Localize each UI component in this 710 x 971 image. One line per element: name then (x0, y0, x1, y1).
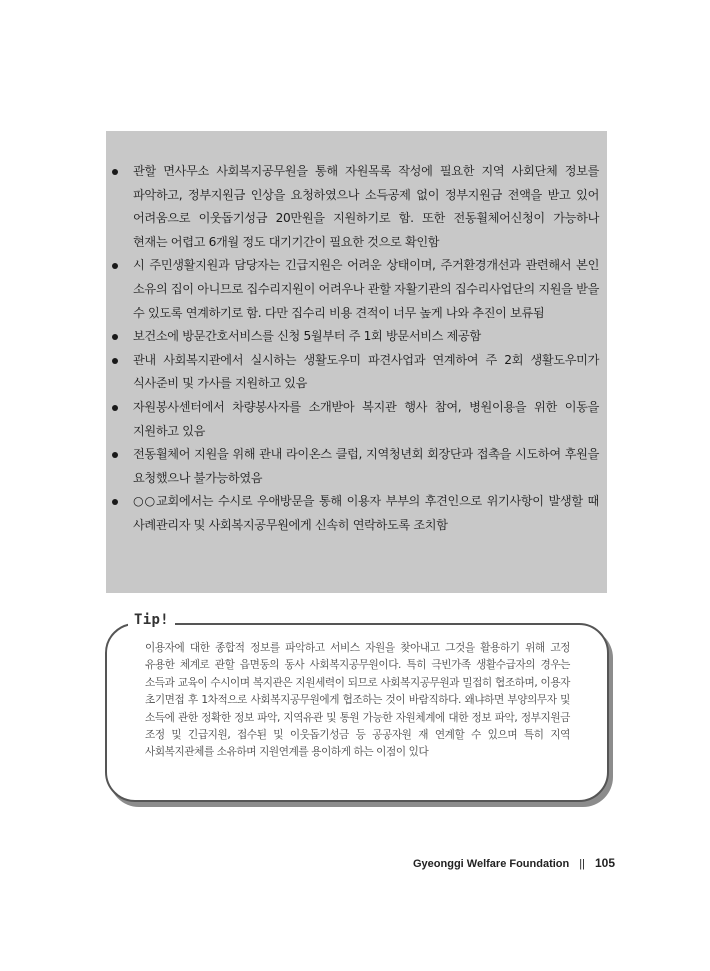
bullet-item (106, 443, 607, 490)
bullet-dot-icon (112, 452, 118, 458)
bullet-text: 자원봉사센터에서 차량봉사자를 소개받아 복지관 행사 참여, 병원이용을 위한 이동을 지원하고 있음 (133, 399, 599, 438)
footer-separator: || (579, 858, 585, 870)
tip-text: 이용자에 대한 종합적 정보를 파악하고 서비스 자원을 찾아내고 그것을 활용하기 위해 고정 유용한 체계로 관할 읍면동의 동사 사회복지공무원이다. 특히 극빈가족 생활수급자의 경우는 소득과 교육이 수시이며 복지관은 지원세력이 되므로 사회복지공무원과 밀접히 협조하며, 이용자 초기면접 후 1차적으로 사회복지공무원에게 협조하는 것이 바람직하다. 왜냐하면 부양의무자 및 소득에 관한 정확한 정보 파악, 지역유관 및 통원 가능한 자원체계에 대한 정보 파악, 정부지원금 조정 및 긴급지원, 접수된 및 이웃돕기성금 등 공공자원 재 연계할 수 있으며 특히 지역 사회복지관체를 소유하며 지원연계를 용이하게 하는 이점이 있다 (145, 642, 570, 759)
bullet-text: ○○교회에서는 수시로 우애방문을 통해 이용자 부부의 후견인으로 위기사항이 발생할 때 사례관리자 및 사회복지공무원에게 신속히 연락하도록 조치함 (133, 494, 599, 532)
page-number: 105 (594, 856, 615, 870)
case-notes-box (106, 131, 607, 593)
bullet-dot-icon (112, 334, 118, 340)
bullet-item (106, 325, 607, 349)
page-footer (413, 856, 615, 870)
bullet-text: 전동휠체어 지원을 위해 관내 라이온스 클럽, 지역청년회 회장단과 접촉을 시도하여 후원을 요청했으나 불가능하였음 (133, 447, 599, 485)
bullet-dot-icon (112, 499, 118, 505)
bullet-text: 보건소에 방문간호서비스를 신청 5월부터 주 1회 방문서비스 제공함 (133, 329, 481, 344)
footer-org: Gyeonggi Welfare Foundation (413, 858, 570, 870)
bullet-item (106, 160, 607, 254)
bullet-dot-icon (112, 169, 118, 175)
bullet-item (106, 396, 607, 443)
tip-title: Tip! (128, 612, 175, 628)
bullet-text: 관할 면사무소 사회복지공무원을 통해 자원목록 작성에 필요한 지역 사회단체 정보를 파악하고, 정부지원금 인상을 요청하였으나 소득공제 없이 정부지원금 전액을 받고 있어 어려움으로 이웃돕기성금 20만원을 지원하기로 함. 또한 전동휠체어신청이 가능하나 현재는 어렵고 6개월 정도 대기기간이 필요한 것으로 확인함 (133, 164, 599, 249)
bullet-dot-icon (112, 358, 118, 364)
bullet-item (106, 490, 607, 537)
bullet-list (106, 160, 607, 538)
bullet-dot-icon (112, 405, 118, 411)
bullet-text: 시 주민생활지원과 담당자는 긴급지원은 어려운 상태이며, 주거환경개선과 관련해서 본인 소유의 집이 아니므로 집수리지원이 어려우나 관할 자활기관의 집수리사업단의 지원을 받을 수 있도록 연계하기로 함. 다만 집수리 비용 견적이 너무 높게 나와 추진이 보류됨 (133, 258, 599, 320)
bullet-dot-icon (112, 263, 118, 269)
bullet-item (106, 254, 607, 325)
bullet-text: 관내 사회복지관에서 실시하는 생활도우미 파견사업과 연계하여 주 2회 생활도우미가 식사준비 및 가사를 지원하고 있음 (133, 352, 599, 391)
bullet-item (106, 349, 607, 396)
